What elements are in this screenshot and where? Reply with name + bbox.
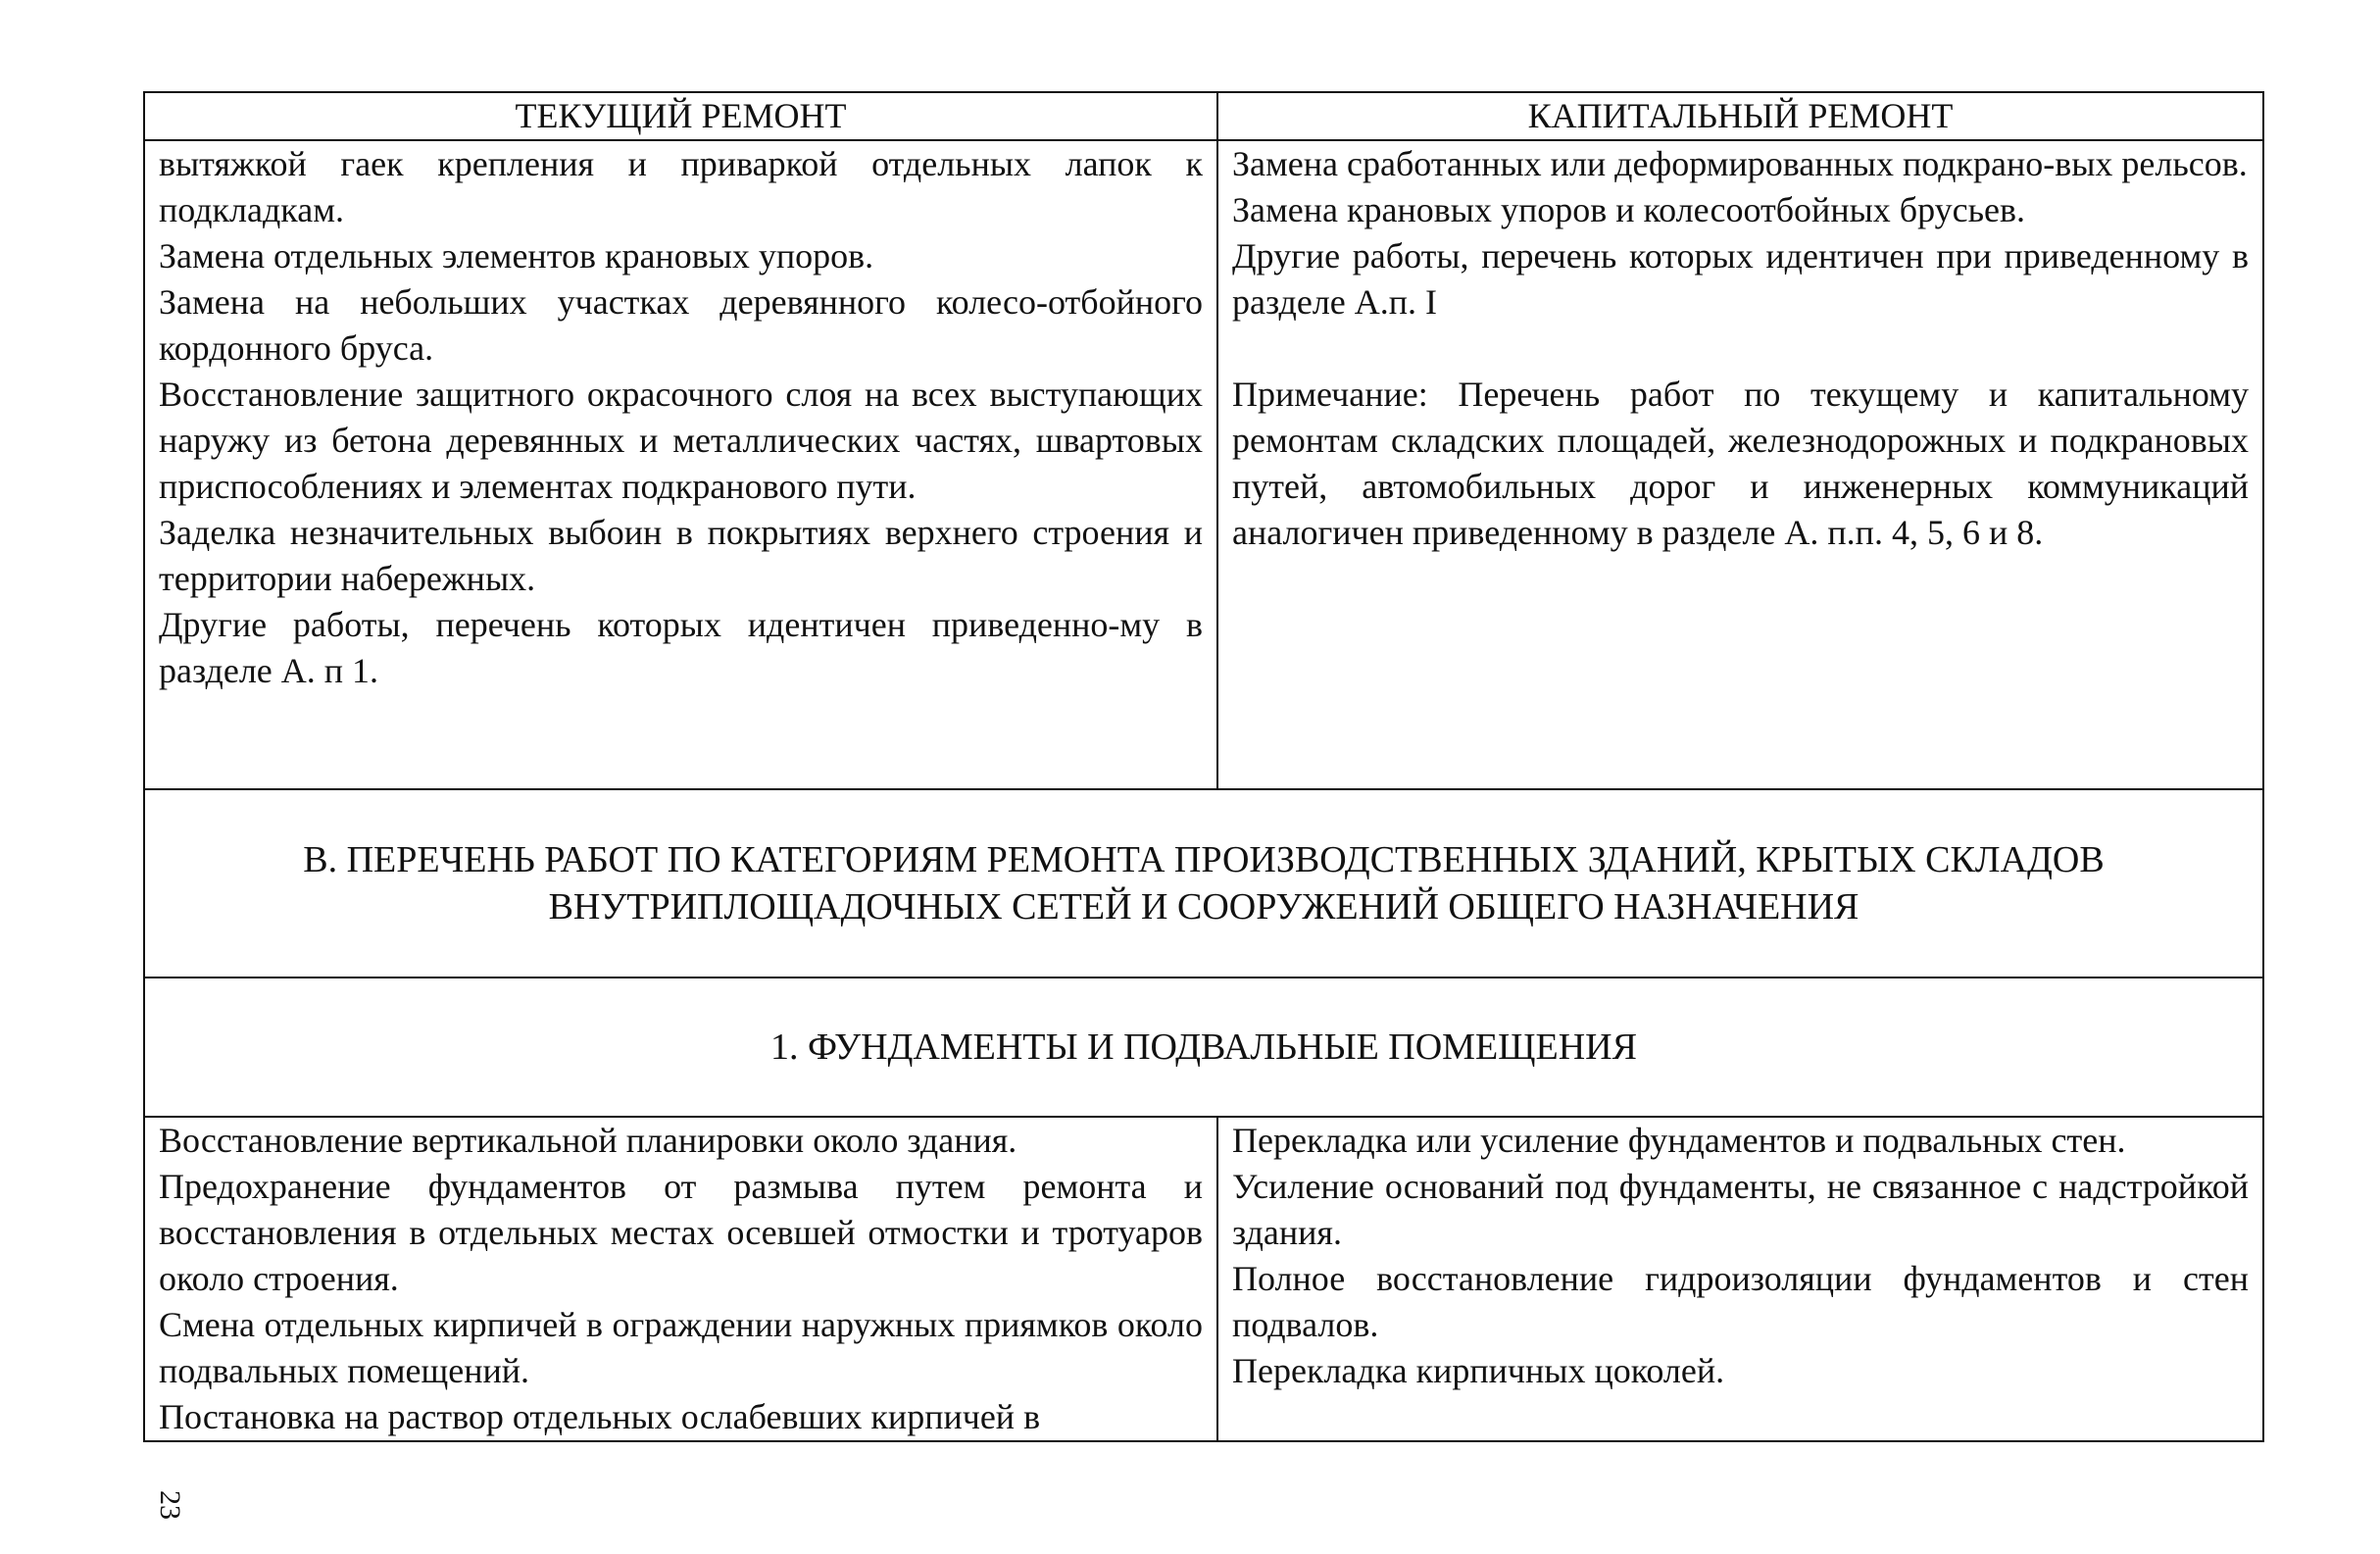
list-item: Полное восстановление гидроизоляции фундаментов и стен подвалов.: [1232, 1259, 2249, 1344]
table-header-row: [144, 92, 2263, 140]
list-item: Восстановление защитного окрасочного слоя на всех выступающих наружу из бетона деревянных и металлических частях, швартовых приспособлениях и элементах подкранового пути.: [159, 375, 1203, 506]
list-item: Перекладка или усиление фундаментов и подвальных стен.: [1232, 1121, 2126, 1160]
sub-heading: 1. ФУНДАМЕНТЫ И ПОДВАЛЬНЫЕ ПОМЕЩЕНИЯ: [144, 978, 2263, 1117]
sub-heading-row: [144, 978, 2263, 1117]
list-item: Восстановление вертикальной планировки около здания.: [159, 1121, 1017, 1160]
section-heading-line-2: ВНУТРИПЛОЩАДОЧНЫХ СЕТЕЙ И СООРУЖЕНИЙ ОБЩЕГО НАЗНАЧЕНИЯ: [548, 886, 1859, 927]
current-repair-cell: [144, 140, 1217, 789]
repair-works-table: [143, 91, 2264, 1442]
list-item: Замена крановых упоров и колесоотбойных брусьев.: [1232, 190, 2025, 229]
capital-repair-cell: [1217, 140, 2263, 789]
list-item: Другие работы, перечень которых идентичен при приведенному в разделе А.п. I: [1232, 236, 2249, 322]
header-current-repair: ТЕКУЩИЙ РЕМОНТ: [144, 92, 1217, 140]
list-item: Замена отдельных элементов крановых упоров.: [159, 236, 874, 276]
list-item: Заделка незначительных выбоин в покрытиях верхнего строения и территории набережных.: [159, 513, 1203, 598]
list-item: Перекладка кирпичных цоколей.: [1232, 1351, 1725, 1390]
list-item: Постановка на раствор отдельных ослабевших кирпичей в: [159, 1397, 1041, 1436]
section-heading-row: [144, 789, 2263, 978]
list-item: Другие работы, перечень которых идентичен приведенно-му в разделе А. п 1.: [159, 605, 1203, 690]
table-row: [144, 1117, 2263, 1441]
page-number: 23: [154, 1490, 186, 1520]
list-item: Усиление оснований под фундаменты, не связанное с надстройкой здания.: [1232, 1167, 2249, 1252]
current-repair-cell: [144, 1117, 1217, 1441]
capital-repair-cell: [1217, 1117, 2263, 1441]
list-item: вытяжкой гаек крепления и приваркой отдельных лапок к подкладкам.: [159, 144, 1203, 229]
list-item: Предохранение фундаментов от размыва путем ремонта и восстановления в отдельных местах осевшей отмостки и тротуаров около строения.: [159, 1167, 1203, 1298]
header-capital-repair: КАПИТАЛЬНЫЙ РЕМОНТ: [1217, 92, 2263, 140]
note-paragraph: Примечание: Перечень работ по текущему и капитальному ремонтам складских площадей, железнодорожных и подкрановых путей, автомобильных дорог и инженерных коммуникаций аналогичен приведенному в разделе А. п.п. 4, 5, 6 и 8.: [1232, 375, 2249, 552]
section-heading: [144, 789, 2263, 978]
list-item: Смена отдельных кирпичей в ограждении наружных приямков около подвальных помещений.: [159, 1305, 1203, 1390]
list-item: Замена на небольших участках деревянного колесо-отбойного кордонного бруса.: [159, 282, 1203, 368]
list-item: Замена сработанных или деформированных подкрано-вых рельсов.: [1232, 144, 2248, 183]
section-heading-line-1: В. ПЕРЕЧЕНЬ РАБОТ ПО КАТЕГОРИЯМ РЕМОНТА ПРОИЗВОДСТВЕННЫХ ЗДАНИЙ, КРЫТЫХ СКЛАДОВ: [303, 839, 2105, 880]
paragraph-gap: [1232, 326, 2249, 372]
table-row: [144, 140, 2263, 789]
